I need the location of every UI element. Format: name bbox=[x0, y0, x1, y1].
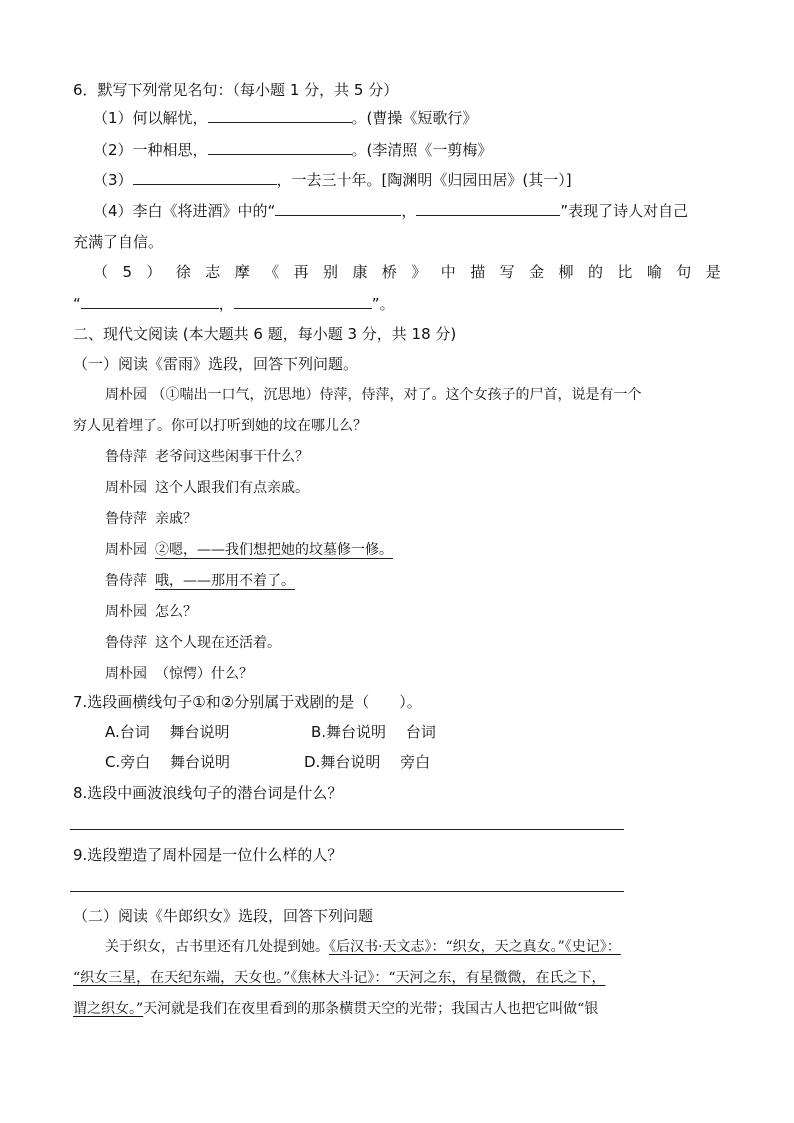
q6-item5-char: 喻 bbox=[646, 263, 662, 281]
q7-option-b[interactable]: B.舞台说明 台词 bbox=[311, 723, 436, 741]
q6-item1-blank[interactable] bbox=[208, 108, 352, 123]
section2-heading: 二、现代文阅读 (本大题共 6 题，每小题 3 分，共 18 分) bbox=[73, 325, 457, 343]
dialogue-text: 这个人现在还活着。 bbox=[155, 635, 281, 651]
dialogue-text: ②嗯，——我们想把她的坟墓修一修。 bbox=[155, 542, 393, 558]
q6-item5-char: 的 bbox=[587, 263, 603, 281]
dialogue-line bbox=[105, 540, 393, 560]
q6-item5-char: 桥 bbox=[381, 263, 397, 281]
part1-paragraph: 周朴园 （①喘出一口气，沉思地）侍萍，侍萍，对了。这个女孩子的尸首，说是有一个 bbox=[105, 387, 642, 403]
q6-heading: 6．默写下列常见名句：（每小题 1 分，共 5 分） bbox=[73, 81, 399, 99]
part2-line3-plain: 天河就是我们在夜里看到的那条横贯天空的光带；我国古人也把它叫做“银 bbox=[143, 1001, 599, 1017]
q6-item3 bbox=[93, 170, 572, 190]
dialogue-text: 这个人跟我们有点亲戚。 bbox=[155, 480, 309, 496]
q6-item5-blank2[interactable] bbox=[234, 294, 372, 309]
dialogue-speaker: 周朴园 bbox=[105, 480, 147, 496]
q6-item5-char: 比 bbox=[617, 263, 633, 281]
q6-item5-answer bbox=[73, 294, 395, 314]
dialogue-text: 哦，——那用不着了。 bbox=[155, 573, 295, 589]
q6-item5-char: 《 bbox=[264, 263, 280, 281]
q6-item4-suffix: ”表现了诗人对自己 bbox=[560, 202, 689, 220]
q6-item5-char: 摩 bbox=[234, 263, 250, 281]
dialogue-speaker: 周朴园 bbox=[105, 542, 147, 558]
q6-item5-char: 写 bbox=[499, 263, 515, 281]
q6-item1 bbox=[93, 108, 477, 128]
q6-item5-char: ） bbox=[146, 263, 162, 281]
q6-item2-source: 。(李清照《一剪梅》 bbox=[351, 141, 493, 159]
dialogue-line bbox=[105, 664, 253, 684]
q6-item5-char: 再 bbox=[293, 263, 309, 281]
dialogue-line bbox=[105, 633, 281, 653]
q6-item5-char: 康 bbox=[352, 263, 368, 281]
part2-line1-underlined: 《后汉书·天文志》：“织女，天之真女。”《史记》： bbox=[329, 939, 621, 955]
q6-item5-close-quote: ”。 bbox=[371, 295, 395, 313]
q7-option-a[interactable]: A.台词 舞台说明 bbox=[105, 723, 230, 741]
q6-item5-char: 是 bbox=[705, 263, 721, 281]
q6-item3-blank[interactable] bbox=[133, 170, 277, 185]
dialogue-speaker: 周朴园 bbox=[105, 666, 147, 682]
q6-item4 bbox=[93, 201, 688, 221]
part2-line3 bbox=[73, 999, 598, 1019]
dialogue-line bbox=[105, 447, 309, 467]
q6-item3-suffix: ，一去三十年。[陶渊明《归园田居》(其一）] bbox=[276, 171, 572, 189]
dialogue-speaker: 鲁侍萍 bbox=[105, 449, 147, 465]
q6-item1-prefix: （1）何以解忧， bbox=[93, 109, 208, 127]
dialogue-speaker: 鲁侍萍 bbox=[105, 511, 147, 527]
q6-item5-open-quote: “ bbox=[73, 295, 81, 313]
dialogue-text: 怎么？ bbox=[155, 604, 197, 620]
q6-item4-continuation: 充满了自信。 bbox=[73, 233, 164, 251]
q7-option-c[interactable]: C.旁白 舞台说明 bbox=[105, 753, 231, 771]
part2-line3-underlined: 谓之织女。” bbox=[73, 1001, 144, 1017]
q6-item5-char: 别 bbox=[323, 263, 339, 281]
part2-line2 bbox=[73, 968, 605, 988]
q6-item5-char: 金 bbox=[529, 263, 545, 281]
part2-line1-plain: 关于织女，古书里还有几处提到她。 bbox=[105, 939, 329, 955]
q6-item5-char: 》 bbox=[411, 263, 427, 281]
dialogue-line bbox=[105, 509, 197, 529]
q7-question: 7.选段画横线句子①和②分别属于戏剧的是（ ）。 bbox=[73, 693, 422, 711]
q6-item2-blank[interactable] bbox=[208, 140, 352, 155]
part2-line2-underlined: “织女三星，在天纪东端，天女也。”《焦林大斗记》：“天河之东，有星微微，在氏之下， bbox=[73, 970, 606, 986]
q9-answer-line[interactable] bbox=[70, 891, 624, 892]
dialogue-speaker: 鲁侍萍 bbox=[105, 573, 147, 589]
q6-item5-char: 5 bbox=[122, 263, 132, 281]
dialogue-line bbox=[105, 602, 197, 622]
dialogue-line bbox=[105, 478, 309, 498]
q6-item5-comma: ， bbox=[218, 295, 234, 313]
part1-heading: （一）阅读《雷雨》选段，回答下列问题。 bbox=[73, 355, 359, 373]
q6-item5-char: 志 bbox=[205, 263, 221, 281]
q6-item5-char: 描 bbox=[470, 263, 486, 281]
part1-paragraph-continuation: 穷人见着埋了。你可以打听到她的坟在哪儿么？ bbox=[73, 418, 367, 434]
q6-item5-char: 中 bbox=[440, 263, 456, 281]
q8-answer-line[interactable] bbox=[70, 829, 624, 830]
q6-item5-char: 句 bbox=[676, 263, 692, 281]
q8-question: 8.选段中画波浪线句子的潜台词是什么？ bbox=[73, 784, 343, 802]
dialogue-line bbox=[105, 571, 295, 591]
q6-item4-comma: ， bbox=[401, 202, 417, 220]
q9-question: 9.选段塑造了周朴园是一位什么样的人？ bbox=[73, 846, 343, 864]
dialogue-text: 亲戚？ bbox=[155, 511, 197, 527]
q6-item5-char: （ bbox=[93, 263, 109, 281]
q6-item1-source: 。(曹操《短歌行》 bbox=[351, 109, 478, 127]
q6-item5-blank1[interactable] bbox=[81, 294, 219, 309]
q7-option-d[interactable]: D.舞台说明 旁白 bbox=[304, 753, 431, 771]
dialogue-speaker: 周朴园 bbox=[105, 604, 147, 620]
q6-item2 bbox=[93, 140, 492, 160]
q6-item2-prefix: （2）一种相思， bbox=[93, 141, 208, 159]
dialogue-text: 老爷问这些闲事干什么？ bbox=[155, 449, 309, 465]
part2-line1 bbox=[105, 937, 621, 957]
q6-item3-prefix: （3） bbox=[93, 171, 133, 189]
q6-item4-blank1[interactable] bbox=[275, 201, 401, 216]
dialogue-text: （惊愕）什么？ bbox=[155, 666, 253, 682]
part2-heading: （二）阅读《牛郎织女》选段，回答下列问题 bbox=[73, 907, 374, 925]
q6-item5-line bbox=[93, 262, 721, 282]
q6-item4-blank2[interactable] bbox=[416, 201, 560, 216]
dialogue-speaker: 鲁侍萍 bbox=[105, 635, 147, 651]
q6-item5-char: 徐 bbox=[175, 263, 191, 281]
q6-item4-prefix: （4）李白《将进酒》中的“ bbox=[93, 202, 276, 220]
q6-item5-char: 柳 bbox=[558, 263, 574, 281]
